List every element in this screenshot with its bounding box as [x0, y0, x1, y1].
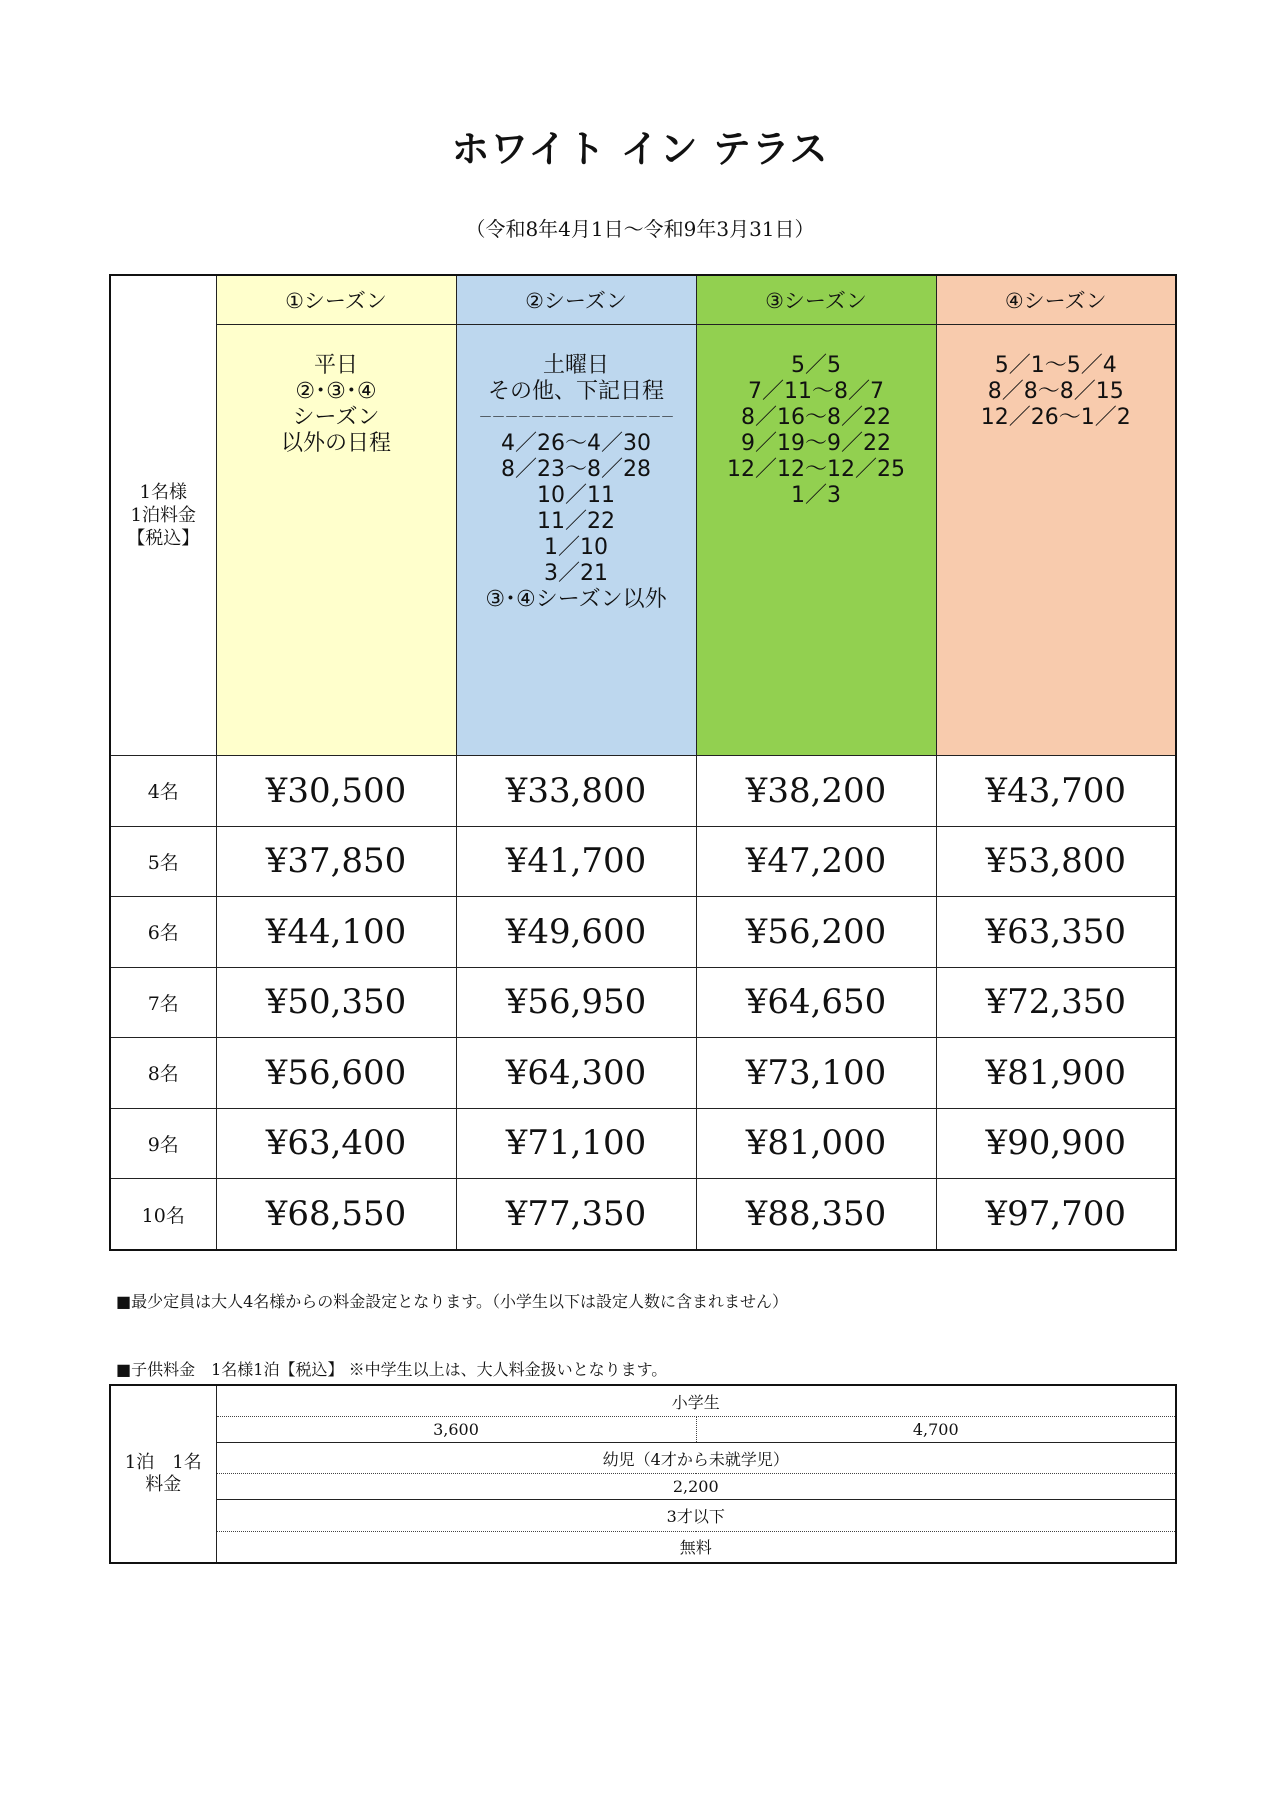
price-cell: ¥43,700: [936, 756, 1176, 827]
child-rate-label: 1泊 1名 料金: [110, 1385, 216, 1563]
price-cell: ¥77,350: [456, 1179, 696, 1250]
page-title: ホワイト イン テラス: [451, 126, 829, 171]
elementary-price-cell: 3,600: [216, 1417, 696, 1443]
table-row: [110, 1038, 1176, 1109]
toddler-price: 無料: [679, 1538, 712, 1558]
child-rate-table: [109, 1384, 1177, 1564]
minimum-occupancy-note: ■最少定員は大人4名様からの料金設定となります。（小学生以下は設定人数に含まれません）: [116, 1292, 789, 1311]
infant-label: 幼児（4才から未就学児）: [216, 1443, 1176, 1474]
price-cell: ¥47,200: [696, 826, 936, 897]
price-cell: ¥90,900: [936, 1108, 1176, 1179]
price-cell: ¥81,900: [936, 1038, 1176, 1109]
price-cell: ¥56,950: [456, 967, 696, 1038]
season-4-header: ④シーズン: [936, 275, 1176, 325]
price-cell: ¥30,500: [216, 756, 456, 827]
guest-count: 4名: [110, 756, 216, 827]
price-cell: ¥63,350: [936, 897, 1176, 968]
season-1-dates: 平日 ②･③･④ シーズン 以外の日程: [216, 325, 456, 756]
guest-count: 6名: [110, 897, 216, 968]
season-3-header: ③シーズン: [696, 275, 936, 325]
price-cell: ¥33,800: [456, 756, 696, 827]
infant-price: 2,200: [216, 1474, 1176, 1500]
table-row: [110, 967, 1176, 1038]
price-cell: ¥72,350: [936, 967, 1176, 1038]
rate-table: [109, 274, 1177, 1251]
table-row: [110, 897, 1176, 968]
season-3-dates: 5／5 7／11～8／7 8／16～8／22 9／19～9／22 12／12～12／25 1／3: [696, 325, 936, 756]
price-cell: ¥38,200: [696, 756, 936, 827]
season-2-header: ②シーズン: [456, 275, 696, 325]
price-cell: ¥63,400: [216, 1108, 456, 1179]
guest-count: 10名: [110, 1179, 216, 1250]
elementary-label: 小学生: [216, 1385, 1176, 1417]
table-row: [110, 1179, 1176, 1250]
price-cell: ¥64,300: [456, 1038, 696, 1109]
season-2-dates: 土曜日 その他、下記日程 －－－－－－－－－－－－－－－ 4／26～4／30 8／23～8／28 10／11 11／22 1／10 3／21 ③･④シーズン以外: [456, 325, 696, 756]
rate-corner-label: 1名様 1泊料金 【税込】: [110, 275, 216, 756]
price-cell: ¥64,650: [696, 967, 936, 1038]
price-cell: ¥71,100: [456, 1108, 696, 1179]
price-cell: ¥81,000: [696, 1108, 936, 1179]
table-row: [110, 1108, 1176, 1179]
season-4-dates: 5／1～5／4 8／8～8／15 12／26～1／2: [936, 325, 1176, 756]
price-cell: ¥56,200: [696, 897, 936, 968]
guest-count: 9名: [110, 1108, 216, 1179]
price-cell: ¥73,100: [696, 1038, 936, 1109]
price-cell: ¥50,350: [216, 967, 456, 1038]
price-cell: ¥56,600: [216, 1038, 456, 1109]
elementary-price-cell: 4,700: [696, 1417, 1176, 1443]
price-cell: ¥44,100: [216, 897, 456, 968]
price-cell: ¥41,700: [456, 826, 696, 897]
season-1-header: ①シーズン: [216, 275, 456, 325]
guest-count: 8名: [110, 1038, 216, 1109]
child-rate-heading: ■子供料金 1名様1泊【税込】 ※中学生以上は、大人料金扱いとなります。: [116, 1360, 668, 1379]
price-cell: ¥37,850: [216, 826, 456, 897]
validity-period: （令和8年4月1日～令和9年3月31日）: [465, 217, 815, 241]
guest-count: 5名: [110, 826, 216, 897]
price-cell: ¥53,800: [936, 826, 1176, 897]
price-cell: ¥49,600: [456, 897, 696, 968]
table-row: [110, 756, 1176, 827]
price-cell: ¥97,700: [936, 1179, 1176, 1250]
toddler-label: 3才以下: [216, 1500, 1176, 1531]
price-cell: ¥68,550: [216, 1179, 456, 1250]
table-row: [110, 826, 1176, 897]
price-cell: ¥88,350: [696, 1179, 936, 1250]
guest-count: 7名: [110, 967, 216, 1038]
